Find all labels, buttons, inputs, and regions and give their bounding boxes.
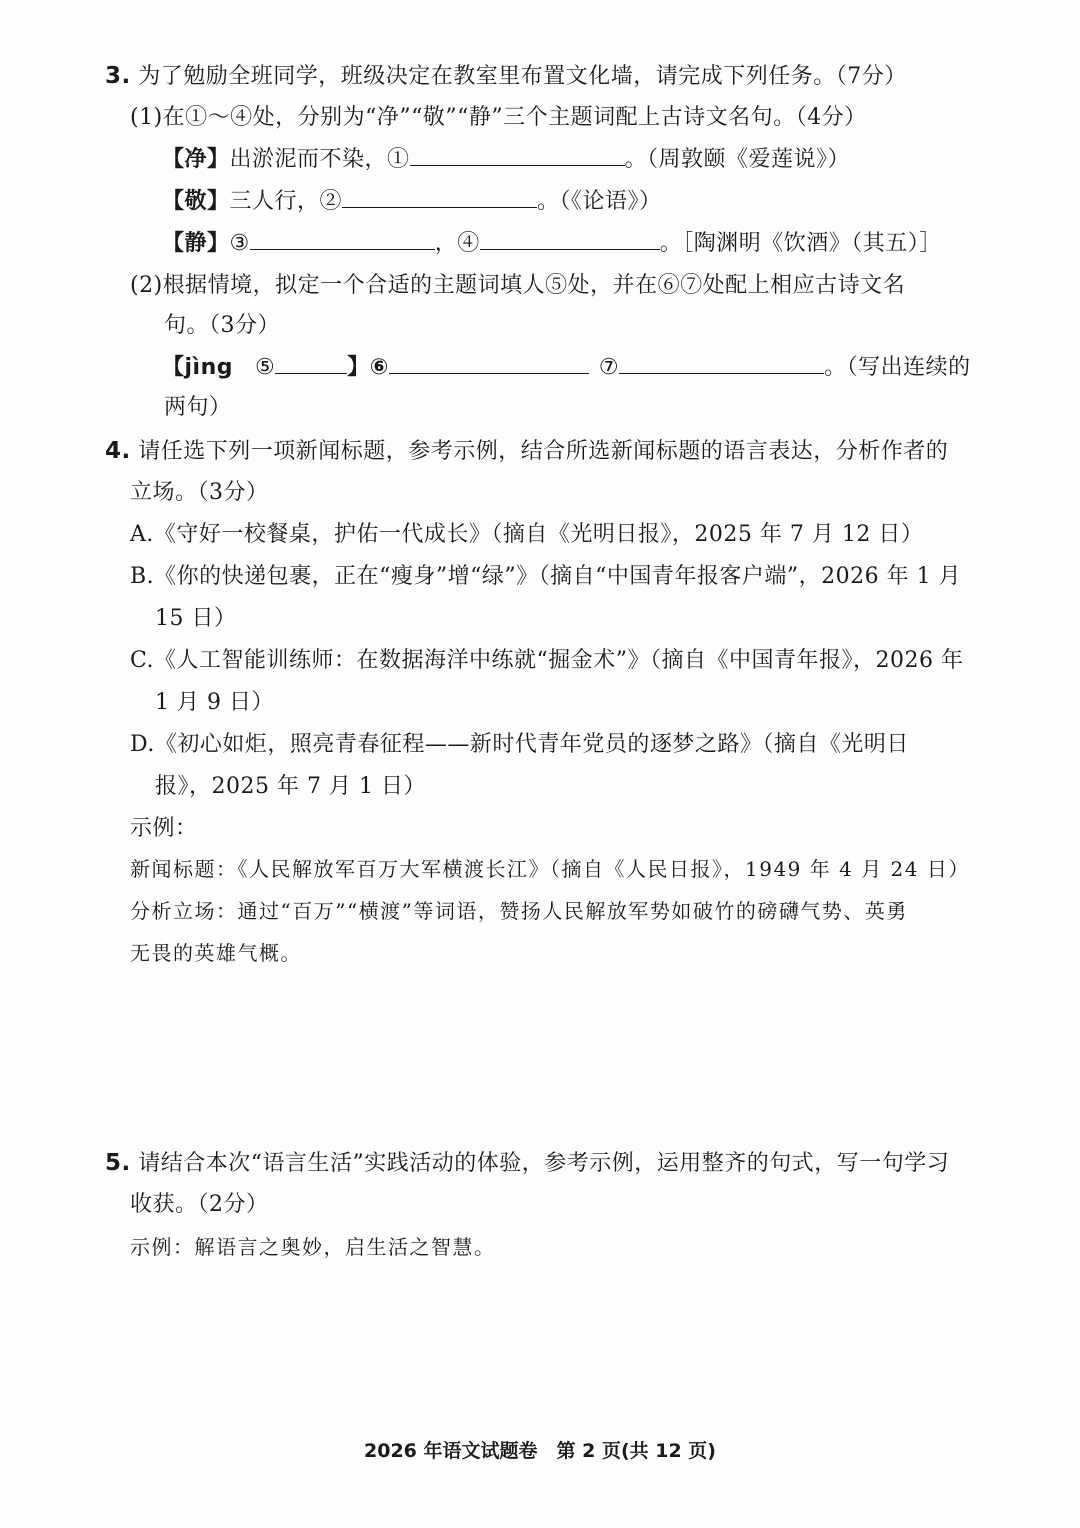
q4-stem-line2: 立场。（3分） [130, 480, 269, 505]
q3-jing4-line [162, 347, 971, 389]
q3-jing3-mark4: ，④ [434, 231, 480, 256]
q3-blank-4[interactable] [480, 223, 660, 250]
q4-example-label: 示例： [130, 816, 198, 841]
q3-stem: 为了勉励全班同学，班级决定在教室里布置文化墙，请完成下列任务。（7分） [138, 64, 907, 89]
q3-number: 3. [105, 63, 131, 89]
q3-jing3-label: 【静】 [162, 231, 230, 256]
q4-option-b-line1: B.《你的快递包裹，正在“瘦身”增“绿”》（摘自“中国青年报客户端”，2026 年 1 月 [130, 564, 962, 589]
q4-example-analysis-line2: 无畏的英雄气概。 [130, 941, 302, 965]
q5-stem-line2: 收获。（2分） [130, 1192, 269, 1217]
q4-example-title: 新闻标题：《人民解放军百万大军横渡长江》（摘自《人民日报》，1949 年 4 月 24 日） [130, 857, 970, 881]
q3-jing1-source: 。（周敦颐《爱莲说》） [624, 147, 851, 172]
q3-blank-3[interactable] [250, 223, 435, 250]
q4-number: 4. [105, 438, 131, 464]
q3-jing2-line [162, 181, 662, 223]
q3-jing4-open: 【jìng [162, 355, 233, 380]
q3-blank-6[interactable] [389, 347, 589, 374]
q3-sub1: (1)在①～④处，分别为“净”“敬”“静”三个主题词配上古诗文名句。（4分） [130, 105, 867, 130]
q3-jing2-source: 。（《论语》） [537, 189, 662, 214]
q3-jing1-text: 出淤泥而不染，① [229, 147, 410, 172]
q4-option-a: A.《守好一校餐桌，护佑一代成长》（摘自《光明日报》，2025 年 7 月 12 日） [130, 522, 924, 547]
q4-stem-line1-text: 请任选下列一项新闻标题，参考示例，结合所选新闻标题的语言表达，分析作者的 [138, 439, 949, 464]
q3-sub2-line1: (2)根据情境，拟定一个合适的主题词填人⑤处，并在⑥⑦处配上相应古诗文名 [130, 273, 906, 298]
q3-blank-1[interactable] [410, 139, 625, 166]
q3-jing1-line [162, 139, 850, 181]
q3-jing4-tail: 。（写出连续的 [824, 355, 971, 380]
q3-jing4-mark6: 】⑥ [347, 355, 389, 380]
q3-blank-7[interactable] [619, 347, 824, 374]
q3-sub2-line2: 句。（3分） [164, 313, 280, 338]
q3-jing4-mark7: ⑦ [598, 355, 620, 380]
q5-stem-line1 [105, 1142, 949, 1184]
q5-example: 示例：解语言之奥妙，启生活之智慧。 [130, 1235, 496, 1259]
q3-jing2-text: 三人行，② [229, 189, 343, 214]
q3-jing3-source: 。［陶渊明《饮酒》（其五）］ [659, 231, 942, 256]
q4-option-c-line2: 1 月 9 日） [155, 690, 274, 715]
q3-blank-5[interactable] [275, 347, 347, 374]
q3-jing3-mark3: ③ [229, 231, 250, 256]
q4-option-c-line1: C.《人工智能训练师：在数据海洋中练就“掘金术”》（摘自《中国青年报》，2026 年 [130, 648, 964, 673]
q4-option-d-line1: D.《初心如炬，照亮青春征程——新时代青年党员的逐梦之路》（摘自《光明日 [130, 732, 909, 757]
q4-example-analysis-line1: 分析立场：通过“百万”“横渡”等词语，赞扬人民解放军势如破竹的磅礴气势、英勇 [130, 899, 908, 923]
q3-jing4-mark5: ⑤ [255, 355, 276, 380]
q3-stem-line [105, 55, 907, 97]
q4-option-d-line2: 报》，2025 年 7 月 1 日） [155, 774, 426, 799]
q3-jing1-label: 【净】 [162, 147, 230, 172]
q3-blank-2[interactable] [342, 181, 537, 208]
q4-option-b-line2: 15 日） [155, 606, 237, 631]
q4-stem-line1 [105, 430, 948, 472]
q5-stem-line1-text: 请结合本次“语言生活”实践活动的体验，参考示例，运用整齐的句式，写一句学习 [138, 1151, 950, 1176]
q5-number: 5. [105, 1150, 131, 1176]
page-footer: 2026 年语文试题卷 第 2 页(共 12 页) [364, 1440, 716, 1462]
q3-jing4-tail2: 两句） [164, 395, 232, 420]
q3-jing2-label: 【敬】 [162, 189, 230, 214]
q3-jing3-line [162, 223, 942, 265]
